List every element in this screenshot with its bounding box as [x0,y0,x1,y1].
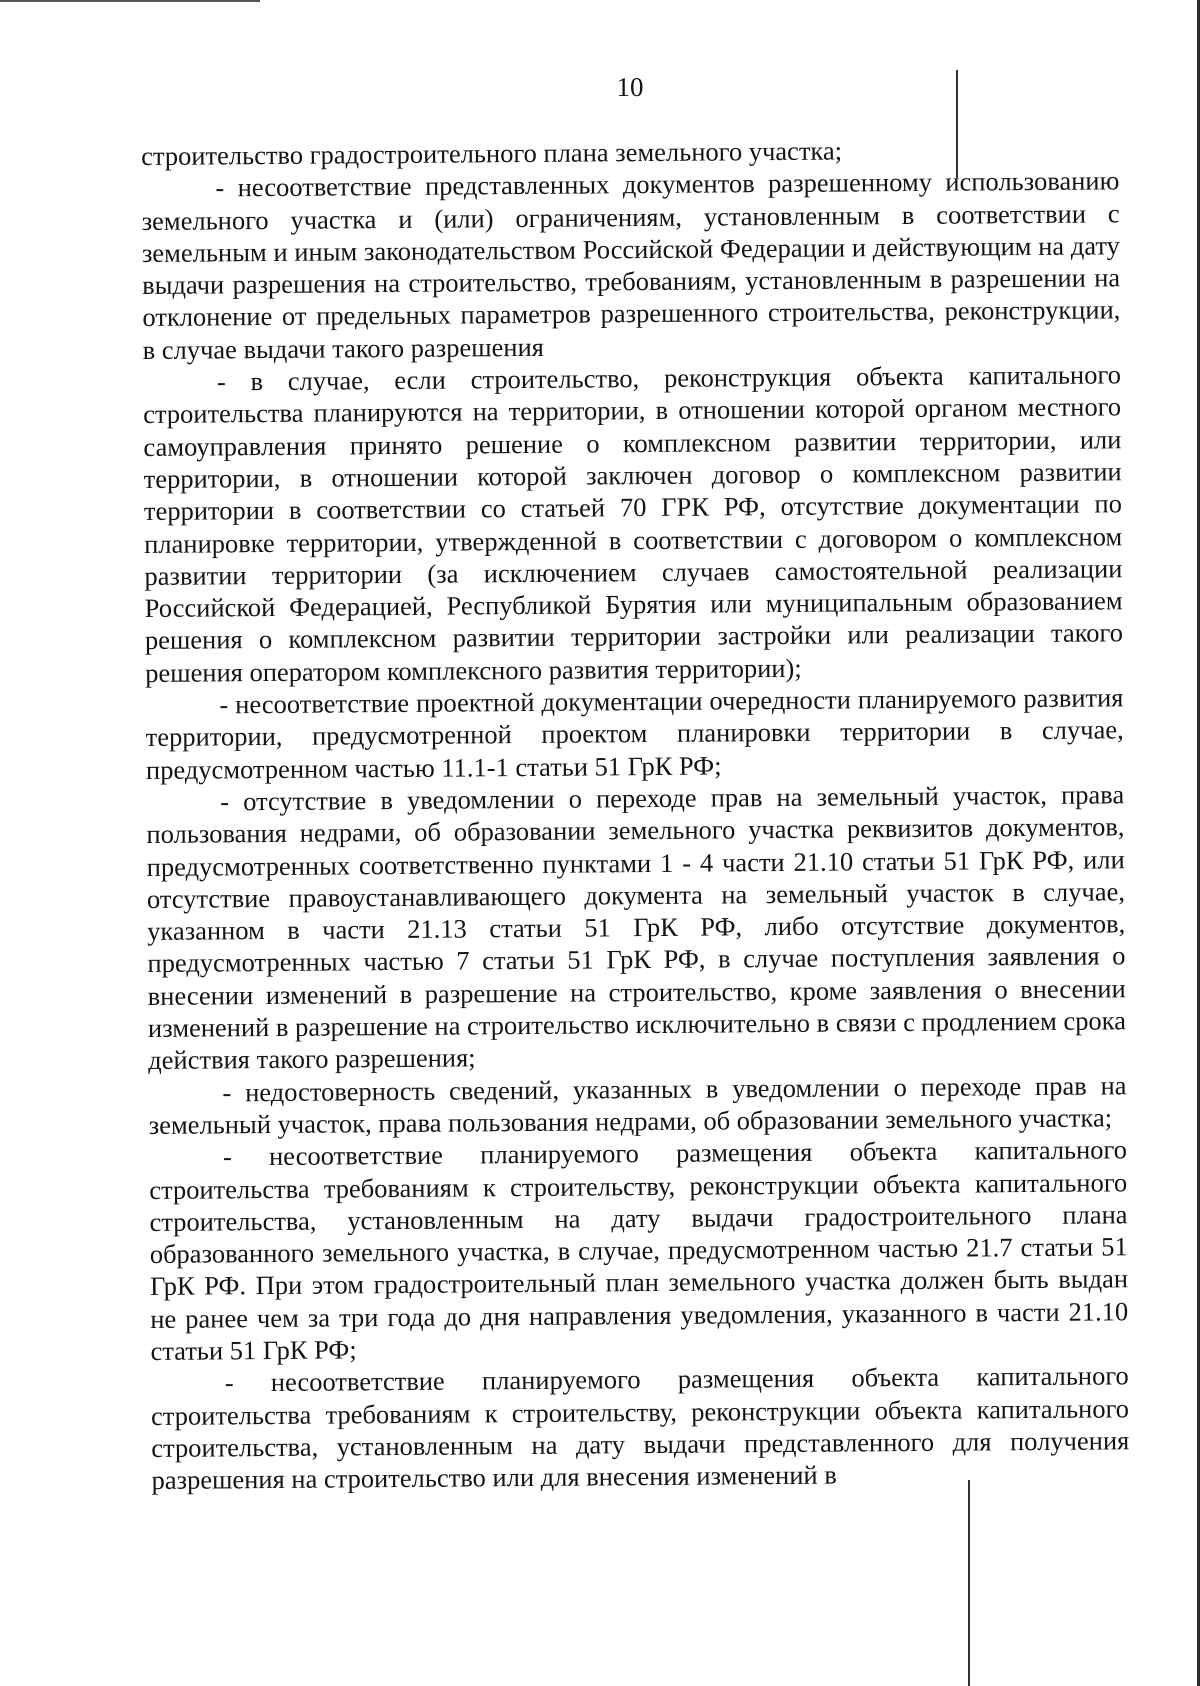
document-body [141,132,1130,1496]
list-item-paragraph: - несоответствие планируемого размещения объекта капитального строительства требованиям к строительству, реконструкции объекта капитального строительства, установленным на дату выдачи градостроительного плана образованного земельного участка, в случае, предусмотренном частью 21.7 статьи 51 ГрК РФ. При этом градостроительный план земельного участка должен быть выдан не ранее чем за три года до дня направления уведомления, указанного в части 21.10 статьи 51 ГрК РФ; [149,1134,1129,1366]
scan-top-edge [0,0,260,2]
page-number: 10 [616,72,644,102]
list-item-paragraph: - несоответствие представленных документов разрешенному использованию земельного участка и (или) ограничениям, установленным в соответствии с земельным и иным законодательством Российской Федерации и действующим на дату выдачи разрешения на строительство, требованиям, установленным в разрешении на отклонение от предельных параметров разрешенного строительства, реконструкции, в случае выдачи такого разрешения [141,165,1121,365]
list-item-paragraph: - отсутствие в уведомлении о переходе прав на земельный участок, права пользования недрами, об образовании земельного участка реквизитов документов, предусмотренных соответственно пунктами 1 - 4 части 21.10 статьи 51 ГрК РФ, или отсутствие правоустанавливающего документа на земельный участок в случае, указанном в части 21.13 статьи 51 ГрК РФ, либо отсутствие документов, предусмотренных частью 7 статьи 51 ГрК РФ, в случае поступления заявления о внесении изменений в разрешение на строительство, кроме заявления о внесении изменений в разрешение на строительство исключительно в связи с продлением срока действия такого разрешения; [146,779,1127,1076]
paragraph-continuation: строительство градостроительного плана земельного участка; [141,135,843,171]
list-item-paragraph: - в случае, если строительство, реконструкция объекта капитального строительства планируются на территории, в отношении которой органом местного самоуправления принято решение о комплексном развитии территории, или территории, в отношении которой заключен договор о комплексном развитии территории в соответствии со статьей 70 ГРК РФ, отсутствие документации по планировке территории, утвержденной в соответствии с договором о комплексном развитии территории (за исключением случаев самостоятельной реализации Российской Федерацией, Республикой Бурятия или муниципальным образованием решения о комплексном развитии территории застройки или реализации такого решения оператором комплексного развития территории); [143,359,1124,688]
list-item-paragraph: - недостоверность сведений, указанных в уведомлении о переходе прав на земельный участок, права пользования недрами, об образовании земельного участка; [148,1069,1127,1140]
list-item-paragraph: - несоответствие проектной документации очередности планируемого развития территории, предусмотренной проектом планировки территории в случае, предусмотренном частью 11.1-1 статьи 51 ГрК РФ; [145,682,1124,785]
scan-fold-line-lower [968,1480,970,1686]
list-item-paragraph: - несоответствие планируемого размещения объекта капитального строительства требованиям к строительству, реконструкции объекта капитального строительства, установленным на дату выдачи представленного для получения разрешения на строительство или для внесения изменений в [150,1360,1130,1496]
